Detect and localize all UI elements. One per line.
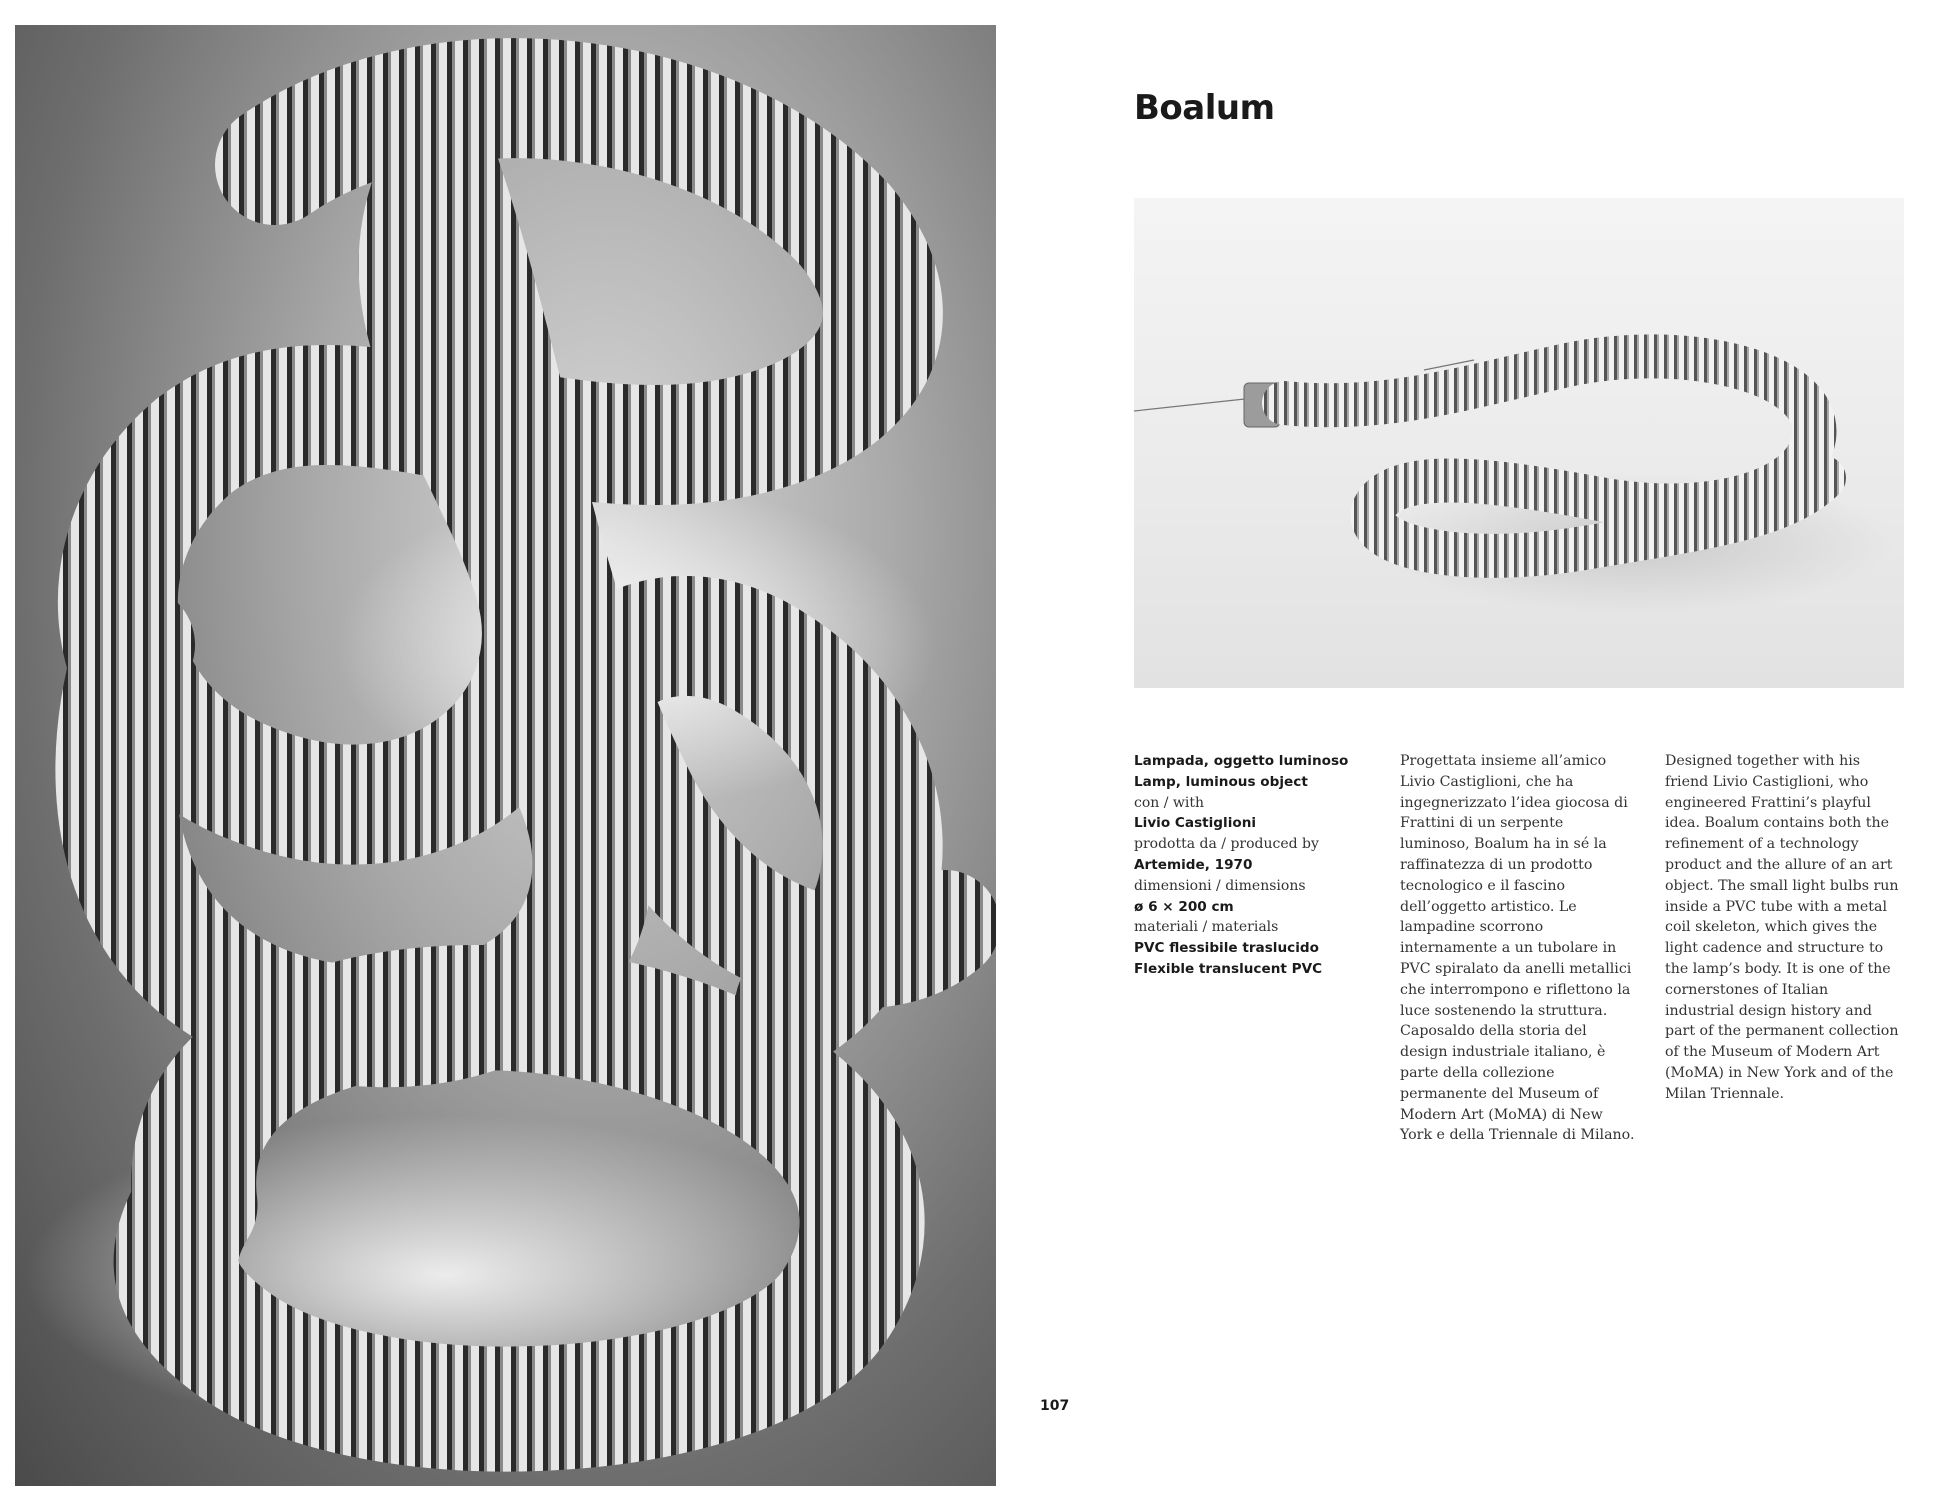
coiled-lamp-illustration [1134, 198, 1904, 688]
page-number: 107 [1040, 1398, 1070, 1414]
page-title: Boalum [1134, 88, 1275, 128]
coiled-tube-illustration [15, 25, 996, 1486]
description-english: Designed together with his friend Livio Castiglioni, who engineered Frattini’s playful idea. Boalum contains both the refinement of a technology product and the allure of an art object. The small light bulbs run inside a PVC tube with a metal coil skeleton, which gives the light cadence and structure to the lamp’s body. It is one of the cornerstones of Italian industrial design history and part of the permanent collection of the Museum of Modern Art (MoMA) in New York and of the Milan Triennale. [1665, 753, 1899, 1102]
spec-materials-label: materiali / materials [1134, 919, 1279, 936]
spec-produced-label: prodotta da / produced by [1134, 836, 1319, 853]
spec-with-label: con / with [1134, 794, 1205, 811]
spec-material-it: PVC flessibile traslucido [1134, 940, 1319, 957]
spec-with-value: Livio Castiglioni [1134, 815, 1257, 832]
main-photo [15, 25, 996, 1486]
spec-material-en: Flexible translucent PVC [1134, 960, 1323, 977]
spec-type-it: Lampada, oggetto luminoso [1134, 753, 1349, 769]
spec-dimensions-value: ø 6 × 200 cm [1134, 898, 1234, 915]
spec-block [1134, 751, 1384, 980]
product-photo [1134, 198, 1904, 688]
spec-dimensions-label: dimensioni / dimensions [1134, 877, 1306, 894]
spec-type-en: Lamp, luminous object [1134, 773, 1308, 790]
spec-produced-value: Artemide, 1970 [1134, 856, 1253, 873]
description-italian: Progettata insieme all’amico Livio Castiglioni, che ha ingegnerizzato l’idea giocosa di Frattini di un serpente luminoso, Boalum ha in sé la raffinatezza di un prodotto tecnologico e il fascino dell’oggetto artistico. Le lampadine scorrono internamente a un tubolare in PVC spiralato da anelli metallici che interrompono e riflettono la luce sostenendo la struttura. Caposaldo della storia del design industriale italiano, è parte della collezione permanente del Museum of Modern Art (MoMA) di New York e della Triennale di Milano. [1400, 753, 1635, 1144]
